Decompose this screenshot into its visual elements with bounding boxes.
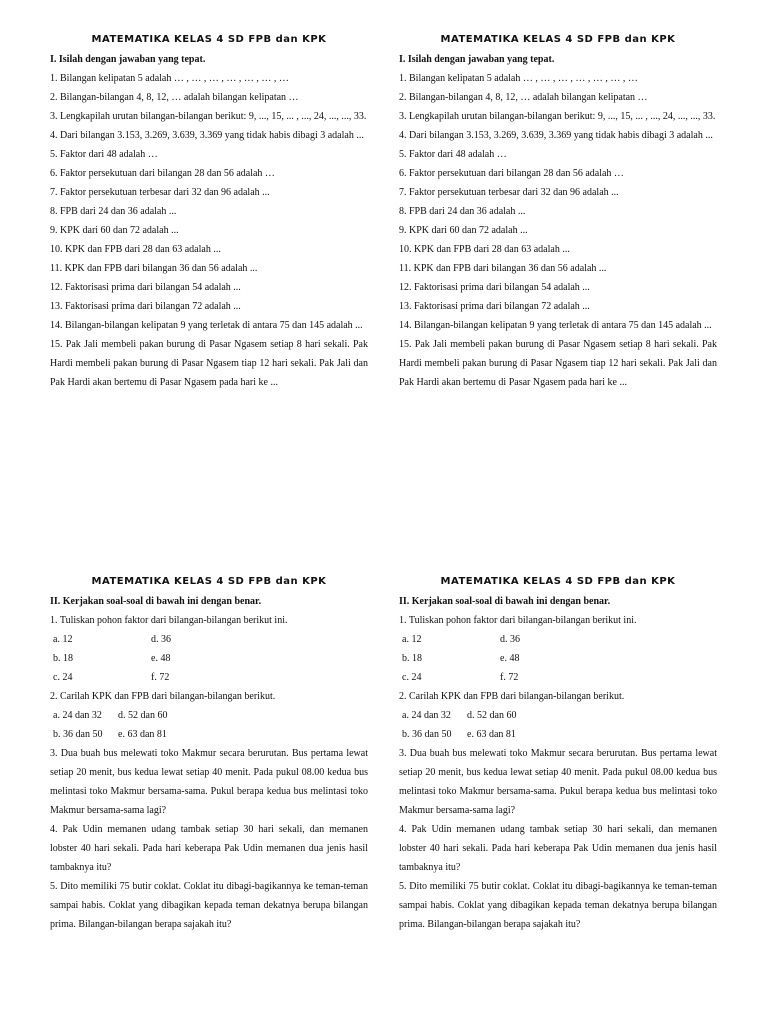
- question-3: 3. Lengkapilah urutan bilangan-bilangan berikut: 9, ..., 15, ... , ..., 24, ..., ..., 33.: [399, 111, 716, 122]
- option-right: d. 36: [500, 634, 520, 645]
- option-row: [399, 649, 717, 668]
- section-heading: I. Isilah dengan jawaban yang tepat.: [50, 54, 206, 65]
- question-10: 10. KPK dan FPB dari 28 dan 63 adalah ...: [50, 244, 221, 255]
- option-right: f. 72: [500, 672, 519, 683]
- question-3: 3. Lengkapilah urutan bilangan-bilangan berikut: 9, ..., 15, ... , ..., 24, ..., ..., 33.: [50, 111, 367, 122]
- question-15: 15. Pak Jali membeli pakan burung di Pasar Ngasem setiap 8 hari sekali. Pak Hardi membeli pakan burung di Pasar Ngasem tiap 12 hari sekali. Pak Jali dan Pak Hardi akan bertemu di Pasar Ngasem pada hari ke ...: [50, 339, 368, 388]
- question-6: 6. Faktor persekutuan dari bilangan 28 dan 56 adalah …: [399, 168, 624, 179]
- option-left: a. 12: [402, 634, 422, 645]
- worksheet-title: MATEMATIKA KELAS 4 SD FPB dan KPK: [91, 34, 327, 45]
- question-8: 8. FPB dari 24 dan 36 adalah ...: [50, 206, 177, 217]
- worksheet-title: MATEMATIKA KELAS 4 SD FPB dan KPK: [440, 576, 676, 587]
- question-1: 1. Bilangan kelipatan 5 adalah … , … , … , … , … , … , …: [50, 73, 289, 84]
- option-left: c. 24: [402, 672, 422, 683]
- question-9: 9. KPK dari 60 dan 72 adalah ...: [399, 225, 528, 236]
- worksheet-part1-left: [50, 30, 368, 392]
- option-right: d. 52 dan 60: [118, 710, 168, 721]
- question-3: 3. Dua buah bus melewati toko Makmur secara berurutan. Bus pertama lewat setiap 20 menit, bus kedua lewat setiap 40 menit. Pada pukul 08.00 kedua bus melintasi toko Makmur bersama-sama. Pukul berapa kedua bus melintasi toko Makmur bersama-sama lagi?: [50, 748, 368, 816]
- question-2: 2. Bilangan-bilangan 4, 8, 12, … adalah bilangan kelipatan …: [399, 92, 648, 103]
- question-13: 13. Faktorisasi prima dari bilangan 72 adalah ...: [50, 301, 241, 312]
- question-13: 13. Faktorisasi prima dari bilangan 72 adalah ...: [399, 301, 590, 312]
- question-5: 5. Dito memiliki 75 butir coklat. Coklat itu dibagi-bagikannya ke teman-teman sampai habis. Coklat yang dibagikan kepada teman dekatnya berupa bilangan prima. Bilangan-bilangan berapa sajakah itu?: [399, 881, 717, 930]
- question-1: 1. Bilangan kelipatan 5 adalah … , … , … , … , … , … , …: [399, 73, 638, 84]
- option-left: a. 12: [53, 634, 73, 645]
- question-10: 10. KPK dan FPB dari 28 dan 63 adalah ...: [399, 244, 570, 255]
- option-row: [399, 630, 717, 649]
- option-row: [399, 668, 717, 687]
- section-heading: I. Isilah dengan jawaban yang tepat.: [399, 54, 555, 65]
- question-5: 5. Faktor dari 48 adalah …: [399, 149, 507, 160]
- option-left: a. 24 dan 32: [402, 710, 451, 721]
- option-left: b. 18: [53, 653, 73, 664]
- question-2: 2. Carilah KPK dan FPB dari bilangan-bilangan berikut.: [50, 691, 276, 702]
- option-row: [399, 706, 717, 725]
- question-4: 4. Pak Udin memanen udang tambak setiap 30 hari sekali, dan memanen lobster 40 hari sekali. Pada hari keberapa Pak Udin memanen dua jenis hasil tambaknya itu?: [50, 824, 368, 873]
- question-6: 6. Faktor persekutuan dari bilangan 28 dan 56 adalah …: [50, 168, 275, 179]
- worksheet-part2-left: [50, 572, 368, 934]
- option-row: [50, 706, 368, 725]
- question-1: 1. Tuliskan pohon faktor dari bilangan-bilangan berikut ini.: [50, 615, 288, 626]
- option-row: [50, 668, 368, 687]
- question-7: 7. Faktor persekutuan terbesar dari 32 dan 96 adalah ...: [50, 187, 270, 198]
- option-left: b. 36 dan 50: [402, 729, 452, 740]
- worksheet-title: MATEMATIKA KELAS 4 SD FPB dan KPK: [91, 576, 327, 587]
- question-8: 8. FPB dari 24 dan 36 adalah ...: [399, 206, 526, 217]
- option-left: b. 18: [402, 653, 422, 664]
- question-5: 5. Faktor dari 48 adalah …: [50, 149, 158, 160]
- question-12: 12. Faktorisasi prima dari bilangan 54 adalah ...: [50, 282, 241, 293]
- question-11: 11. KPK dan FPB dari bilangan 36 dan 56 adalah ...: [50, 263, 258, 274]
- worksheet-part2-right: [399, 572, 717, 934]
- option-row: [50, 649, 368, 668]
- section-heading: II. Kerjakan soal-soal di bawah ini dengan benar.: [50, 596, 262, 607]
- option-row: [50, 630, 368, 649]
- question-14: 14. Bilangan-bilangan kelipatan 9 yang terletak di antara 75 dan 145 adalah ...: [399, 320, 712, 331]
- question-7: 7. Faktor persekutuan terbesar dari 32 dan 96 adalah ...: [399, 187, 619, 198]
- question-3: 3. Dua buah bus melewati toko Makmur secara berurutan. Bus pertama lewat setiap 20 menit, bus kedua lewat setiap 40 menit. Pada pukul 08.00 kedua bus melintasi toko Makmur bersama-sama. Pukul berapa kedua bus melintasi toko Makmur bersama-sama lagi?: [399, 748, 717, 816]
- worksheet-title: MATEMATIKA KELAS 4 SD FPB dan KPK: [440, 34, 676, 45]
- question-9: 9. KPK dari 60 dan 72 adalah ...: [50, 225, 179, 236]
- question-15: 15. Pak Jali membeli pakan burung di Pasar Ngasem setiap 8 hari sekali. Pak Hardi membeli pakan burung di Pasar Ngasem tiap 12 hari sekali. Pak Jali dan Pak Hardi akan bertemu di Pasar Ngasem pada hari ke ...: [399, 339, 717, 388]
- question-14: 14. Bilangan-bilangan kelipatan 9 yang terletak di antara 75 dan 145 adalah ...: [50, 320, 363, 331]
- question-2: 2. Bilangan-bilangan 4, 8, 12, … adalah bilangan kelipatan …: [50, 92, 299, 103]
- question-1: 1. Tuliskan pohon faktor dari bilangan-bilangan berikut ini.: [399, 615, 637, 626]
- option-right: e. 48: [500, 653, 520, 664]
- question-12: 12. Faktorisasi prima dari bilangan 54 adalah ...: [399, 282, 590, 293]
- section-heading: II. Kerjakan soal-soal di bawah ini dengan benar.: [399, 596, 611, 607]
- option-right: e. 63 dan 81: [118, 729, 167, 740]
- option-right: e. 48: [151, 653, 171, 664]
- option-left: c. 24: [53, 672, 73, 683]
- question-4: 4. Pak Udin memanen udang tambak setiap 30 hari sekali, dan memanen lobster 40 hari sekali. Pada hari keberapa Pak Udin memanen dua jenis hasil tambaknya itu?: [399, 824, 717, 873]
- question-4: 4. Dari bilangan 3.153, 3.269, 3.639, 3.369 yang tidak habis dibagi 3 adalah ...: [50, 130, 364, 141]
- option-right: f. 72: [151, 672, 170, 683]
- question-11: 11. KPK dan FPB dari bilangan 36 dan 56 adalah ...: [399, 263, 607, 274]
- option-left: a. 24 dan 32: [53, 710, 102, 721]
- option-row: [50, 725, 368, 744]
- option-left: b. 36 dan 50: [53, 729, 103, 740]
- option-right: e. 63 dan 81: [467, 729, 516, 740]
- question-2: 2. Carilah KPK dan FPB dari bilangan-bilangan berikut.: [399, 691, 625, 702]
- question-4: 4. Dari bilangan 3.153, 3.269, 3.639, 3.369 yang tidak habis dibagi 3 adalah ...: [399, 130, 713, 141]
- option-row: [399, 725, 717, 744]
- option-right: d. 36: [151, 634, 171, 645]
- worksheet-part1-right: [399, 30, 717, 392]
- question-5: 5. Dito memiliki 75 butir coklat. Coklat itu dibagi-bagikannya ke teman-teman sampai habis. Coklat yang dibagikan kepada teman dekatnya berupa bilangan prima. Bilangan-bilangan berapa sajakah itu?: [50, 881, 368, 930]
- option-right: d. 52 dan 60: [467, 710, 517, 721]
